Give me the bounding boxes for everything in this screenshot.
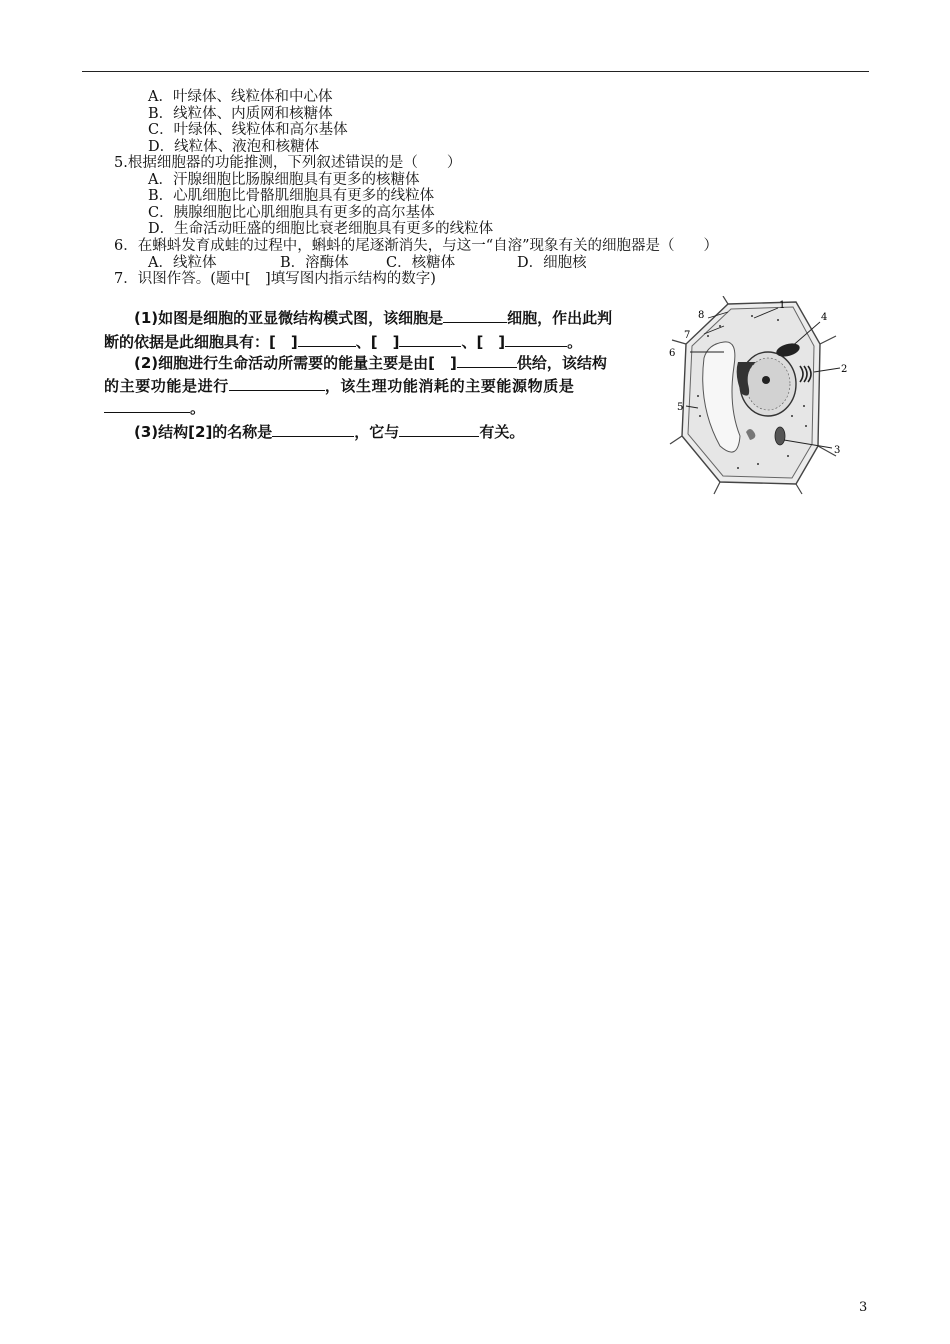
q6-option-c: C．核糖体	[386, 255, 456, 271]
answer-blank-structure-2[interactable]	[399, 332, 461, 347]
q6-stem: 6．在蝌蚪发育成蛙的过程中，蝌蚪的尾逐渐消失，与这一“自溶”现象有关的细胞器是（ ）	[114, 238, 719, 254]
q5-option-d: D．生命活动旺盛的细胞比衰老细胞具有更多的线粒体	[148, 221, 494, 237]
q7-part3-line1	[134, 422, 524, 441]
q4-option-c: C．叶绿体、线粒体和高尔基体	[148, 122, 348, 138]
q4-option-a: A．叶绿体、线粒体和中心体	[148, 89, 333, 105]
q4-option-d: D．线粒体、液泡和核糖体	[148, 139, 320, 155]
q7-part1-line1	[134, 308, 612, 327]
q7-part2-line1	[134, 353, 607, 372]
label-3: 3	[834, 445, 841, 456]
label-8: 8	[698, 310, 705, 321]
q7-stem: 7．识图作答。(题中[ ]填写图内指示结构的数字)	[114, 271, 436, 287]
q7-part1-line2	[104, 332, 582, 351]
neighbor-wall	[723, 296, 728, 304]
q7-part2-text-b: 供给，该结构	[516, 354, 607, 372]
q7-part2-text-c: 的主要功能是进行	[104, 377, 229, 395]
q5-option-b: B．心肌细胞比骨骼肌细胞具有更多的线粒体	[148, 188, 435, 204]
label-4: 4	[821, 312, 828, 323]
q4-option-b: B．线粒体、内质网和核糖体	[148, 106, 333, 122]
answer-blank-structure-1[interactable]	[298, 332, 356, 347]
answer-blank-structure-3[interactable]	[505, 332, 567, 347]
q7-part3-text-b: ，它与	[354, 423, 400, 441]
neighbor-wall	[714, 482, 720, 494]
neighbor-wall	[820, 336, 836, 344]
q7-part1-text: (1)如图是细胞的亚显微结构模式图，该细胞是	[134, 309, 444, 327]
label-6: 6	[669, 348, 676, 359]
q5-stem: 5.根据细胞器的功能推测，下列叙述错误的是（ ）	[114, 155, 462, 171]
q7-part2-line2	[104, 376, 574, 395]
q7-part2-text-d: ，该生理功能消耗的主要能源物质是	[324, 377, 575, 395]
answer-blank-energy-organelle[interactable]	[457, 353, 517, 368]
nuclear-membrane	[746, 358, 790, 410]
neighbor-wall	[670, 436, 682, 444]
q7-part1-text-b: 细胞，作出此判	[507, 309, 613, 327]
q5-option-c: C．胰腺细胞比心肌细胞具有更多的高尔基体	[148, 205, 435, 221]
page-number: 3	[859, 1300, 868, 1315]
q7-part2-line3	[104, 398, 205, 417]
q7-part2-text: (2)细胞进行生命活动所需要的能量主要是由[ ]	[134, 354, 457, 372]
answer-blank-function[interactable]	[229, 376, 325, 391]
q7-part1-sep2: 、[ ]	[461, 333, 506, 351]
q7-part3-text: (3)结构[2]的名称是	[134, 423, 273, 441]
q7-part3-text-c: 有关。	[479, 423, 525, 441]
q6-option-b: B．溶酶体	[280, 255, 349, 271]
answer-blank-energy-source[interactable]	[104, 398, 190, 413]
answer-blank-cell-type[interactable]	[443, 308, 507, 323]
q6-option-d: D．细胞核	[517, 255, 587, 271]
mitochondrion	[775, 427, 785, 445]
answer-blank-structure-name[interactable]	[272, 422, 354, 437]
q7-part1-end: 。	[567, 333, 583, 351]
label-5: 5	[677, 402, 684, 413]
q7-part1-text-c: 断的依据是此细胞具有：[ ]	[104, 333, 298, 351]
nucleolus	[762, 376, 770, 384]
q5-option-a: A．汗腺细胞比肠腺细胞具有更多的核糖体	[148, 172, 420, 188]
header-rule	[82, 71, 869, 72]
q7-part1-sep1: 、[ ]	[355, 333, 400, 351]
label-2: 2	[841, 364, 848, 375]
neighbor-wall	[796, 484, 802, 494]
q6-option-a: A．线粒体	[148, 255, 217, 271]
plant-cell-diagram	[668, 296, 858, 496]
answer-blank-related[interactable]	[399, 422, 479, 437]
q7-part2-end: 。	[190, 399, 206, 417]
label-7: 7	[684, 330, 691, 341]
label-1: 1	[779, 300, 786, 311]
